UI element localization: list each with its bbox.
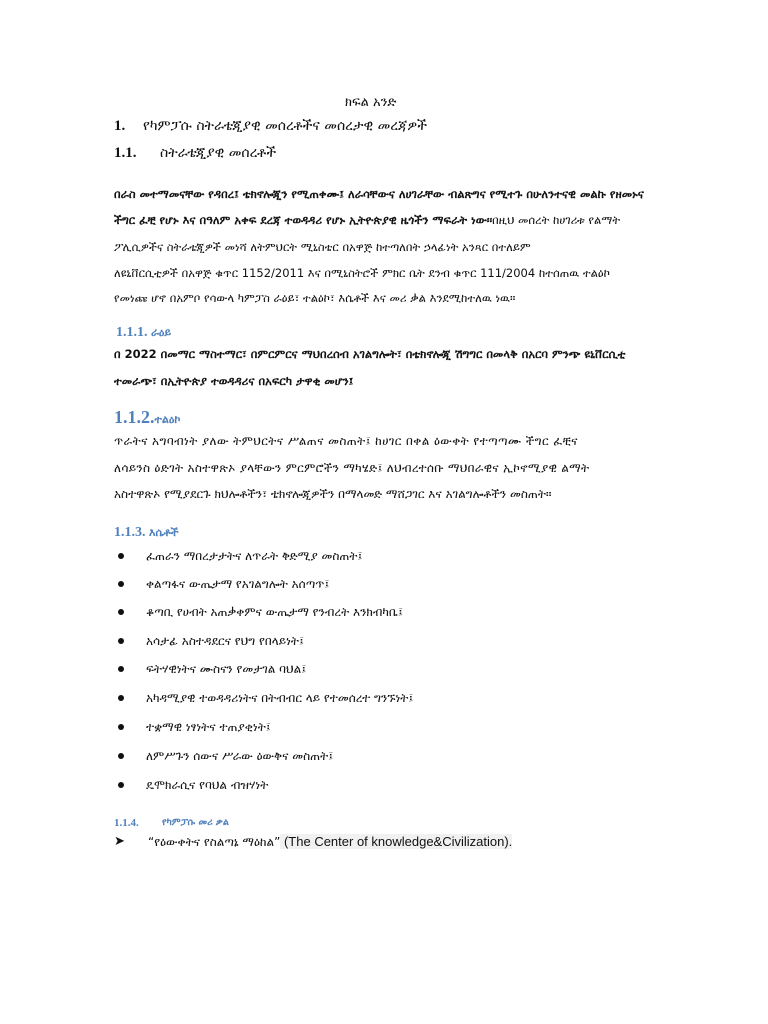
list-item: ለምሥጉን ሰውና ሥራው ዕውቅና መስጠት፤ (146, 749, 334, 763)
list-item: ቆጣቢ የሀብት አጠቃቀምና ውጤታማ የንብረት እንክብካቤ፤ (146, 605, 403, 619)
values-title: እሴቶች (149, 526, 179, 539)
bullet-icon (118, 782, 124, 788)
intro-line: ፖሊሲዎችና ስትራቴጂዎች መነሻ ለትምህርት ሚኒስቴር በአዋጅ ከተጣለበት ኃላፊነት አንጻር በተለይም (114, 240, 531, 254)
part-title: ክፍል አንድ (345, 95, 397, 110)
vision-line: በ 2022 በመማር ማስተማር፣ በምርምርና ማህበረሰብ አገልግሎት፣ በቴክኖሎጂ ሽግግር በመላቅ በአርባ ምንጭ ዩኒቨርሲቲ (114, 347, 626, 361)
list-item: ተቋማዊ ነፃነትና ተጠያቂነት፤ (146, 720, 271, 734)
vision-title: ራዕይ (151, 326, 172, 339)
intro-line: በራስ መተማመናቸው የዳበረ፤ ቴክኖሎጂን የሚጠቀሙ፤ ለራሳቸውና ለሀገራቸው ብልጽግና የሚተጉ በሁለንተናዊ መልኩ የዘመኑና (114, 187, 644, 201)
arrow-bullet-icon: ➤ (114, 834, 125, 849)
motto-number: 1.1.4. (114, 817, 139, 829)
bullet-icon (118, 753, 124, 759)
vision-number: 1.1.1. (116, 325, 148, 340)
intro-line: ለዩኒቨርሲቲዎች በአዋጅ ቁጥር 1152/2011 እና በሚኒስትሮች ምክር ቤት ደንብ ቁጥር 111/2004 ከተሰጠዉ ተልዕኮ (114, 266, 610, 280)
intro-line: የመነጩ ሆኖ በአምቦ የሳውላ ካምፓስ ራዕይ፣ ተልዕኮ፣ እሴቶች እና መሪ ቃል እንደሚከተለዉ ነዉ። (114, 291, 516, 305)
motto-amharic: “የዕውቀትና የስልጣኔ ማዕከል” (148, 835, 281, 849)
section-1-1-number: 1.1. (114, 145, 137, 161)
intro-line: ችግር ፈቺ የሆኑ እና በዓለም አቀፍ ደረጃ ተወዳዳሪ የሆኑ ኢትዮጵያዊ ዜጎችን ማፍራት ነው፡፡ (114, 213, 493, 227)
mission-line: አስተዋጽኦ የሚያደርጉ ክህሎቶችን፣ ቴክኖሎጂዎችን በማላመድ ማሸጋገር እና አገልግሎቶችን መስጠት። (114, 487, 552, 501)
bullet-icon (118, 638, 124, 644)
bullet-icon (118, 695, 124, 701)
mission-title: ተልዕኮ (154, 413, 181, 426)
section-1-number: 1. (114, 118, 126, 134)
list-item: ፈጠራን ማበረታታትና ለጥራት ቅድሚያ መስጠት፤ (146, 549, 363, 563)
section-1-1-title: ስትራቴጂያዊ መሰረቶች (160, 145, 277, 161)
bullet-icon (118, 581, 124, 587)
mission-line: ጥራትና አግባብነት ያለው ትምህርትና ሥልጠና መስጠት፤ ከሀገር በቀል ዕውቀት የተጣጣሙ ችግር ፈቺና (114, 434, 578, 448)
bullet-icon (118, 724, 124, 730)
list-item: ፍትሃዊነትና ሙስናን የመታገል ባህል፤ (146, 662, 307, 676)
intro-line: በዚህ መሰረት ከሀገሪቱ የልማት (492, 213, 621, 227)
motto-title: የካምፓሱ መሪ ቃል (162, 817, 229, 828)
bullet-icon (118, 553, 124, 559)
bullet-icon (118, 666, 124, 672)
list-item: አካዳሚያዊ ተወዳዳሪነትና በትብብር ላይ የተመሰረተ ግንኙነት፤ (146, 691, 414, 705)
motto-english: (The Center of knowledge&Civilization). (280, 834, 513, 849)
list-item: አሳታፊ አስተዳደርና የህግ የበላይነት፤ (146, 634, 304, 648)
mission-number: 1.1.2. (114, 407, 155, 427)
bullet-icon (118, 609, 124, 615)
mission-line: ለሳይንስ ዕድገት አስተዋጽኦ ያላቸውን ምርምሮችን ማካሄድ፤ ለህብረተሰቡ ማህበራዊና ኢኮኖሚያዊ ልማት (114, 461, 590, 475)
list-item: ቀልጣፋና ውጤታማ የአገልግሎት አሰጣጥ፤ (146, 577, 330, 591)
list-item: ዴሞክራሲና የባህል ብዝሃነት (146, 778, 269, 792)
values-number: 1.1.3. (114, 525, 146, 540)
vision-line: ተመራጭ፣ በኢትዮጵያ ተወዳዳሪና በአፍርካ ታዋቂ መሆን፤ (114, 374, 354, 388)
section-1-title: የካምፓሱ ስትራቴጂያዊ መሰረቶችና መሰረታዊ መረጃዎች (143, 118, 428, 134)
